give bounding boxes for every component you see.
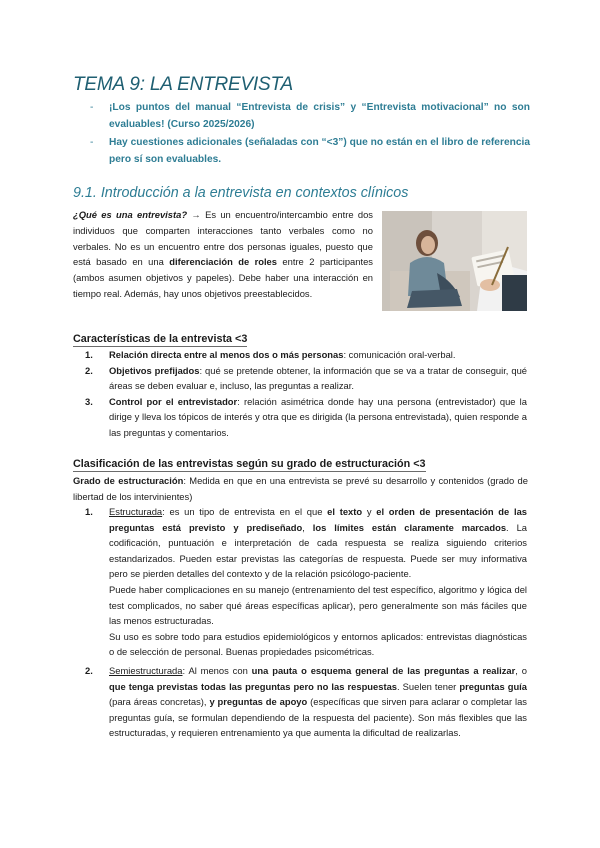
list-item: 1. Relación directa entre al menos dos o más personas: comunicación oral-verbal.	[85, 349, 456, 360]
characteristics-list	[85, 347, 527, 441]
intro-question: ¿Qué es una entrevista?	[73, 209, 188, 220]
structured-paragraph-2: Puede haber complicaciones en su manejo (entrenamiento del test específico, algoritmo y lógica del test complicados, no saber qué áreas específicas aplicar), pero generalmente son más fáciles que las menos estructuradas.	[109, 583, 527, 627]
therapy-session-photo	[382, 211, 527, 311]
structured-paragraph-3: Su uso es sobre todo para estudios epidemiológicos y entornos aplicados: entrevistas diagnósticas o de selección de personal. Buenas propiedades psicométricas.	[109, 630, 527, 658]
note-item: - Hay cuestiones adicionales (señaladas con “<3”) que no están en el libro de referencia pero sí son evaluables.	[90, 134, 530, 168]
characteristics-heading: Características de la entrevista <3	[73, 333, 248, 345]
notes-list	[90, 99, 530, 169]
intro-paragraph: ¿Qué es una entrevista? → Es un encuentro/intercambio entre dos individuos que comparten interacciones tanto verbales como no verbales. No es un encuentro entre dos personas iguales, puesto que está basado en una diferenciación de roles entre 2 participantes (ambos asumen objetivos y papeles). Debe haber una interacción en tiempo real. Además, hay unos objetivos preestablecidos.	[73, 209, 373, 299]
list-item: 2. Objetivos prefijados: qué se pretende obtener, la información que se va a tratar de conseguir, qué áreas se deben evaluar e, incluso, las preguntas a realizar.	[85, 364, 528, 392]
list-item-structured: 1. Estructurada: es un tipo de entrevista en el que el texto y el orden de presentación de las preguntas está previsto y prediseñado, los límites están claramente marcados. La codificación, puntuación e interpretación de cada respuesta se realiza siguiendo criterios estandarizados. Pueden estar previstas las categorías de respuesta. Puede ser muy informativa pero se pierden detalles del contexto y de la relación psicólogo-paciente. Puede haber complicaciones en su manejo (entrenamiento del test específico, algoritmo y lógica del test complicados, no saber qué áreas específicas aplicar), pero generalmente son más fáciles que las menos estructuradas. Su uso es sobre todo para estudios epidemiológicos y entornos aplicados: entrevistas diagnósticas o de selección de personal. Buenas propiedades psicométricas.	[85, 504, 527, 660]
list-item-semistructured: 2. Semiestructurada: Al menos con una pauta o esquema general de las preguntas a realizar, o que tenga previstas todas las preguntas pero no las respuestas. Suelen tener preguntas guía (para áreas concretas), y preguntas de apoyo (específicas que sirven para aclarar o completar las preguntas guía, se formulan dependiendo de la respuesta del paciente). Son más flexibles que las estructuradas, y requieren entrenamiento ya que aumenta la dificultad de realizarlas.	[85, 664, 528, 739]
list-item: 3. Control por el entrevistador: relación asimétrica donde hay una persona (entrevistador) que la dirige y lleva los tópicos de interés y otra que es dirigida (la persona entrevistada), quien responde a las preguntas y comentarios.	[85, 395, 527, 438]
classification-heading: Clasificación de las entrevistas según su grado de estructuración <3	[73, 458, 426, 470]
page-title: TEMA 9: LA ENTREVISTA	[73, 74, 293, 95]
classification-list	[85, 504, 527, 741]
note-item: - ¡Los puntos del manual “Entrevista de crisis” y “Entrevista motivacional” no son evaluables! (Curso 2025/2026)	[90, 99, 530, 133]
section-title: 9.1. Introducción a la entrevista en contextos clínicos	[73, 185, 409, 201]
grado-paragraph: Grado de estructuración: Medida en que en una entrevista se prevé su desarrollo y contenidos (grado de libertad de los intervinientes)	[73, 475, 528, 502]
arrow: →	[187, 209, 206, 220]
